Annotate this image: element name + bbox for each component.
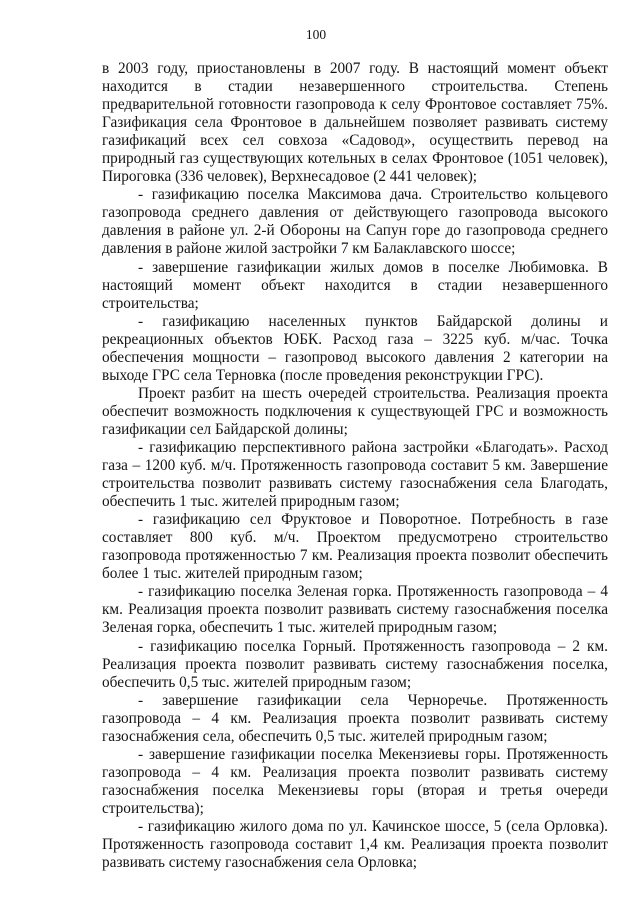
paragraph-chernorechye: - завершение газификации села Черноречье. Протяженность газопровода – 4 км. Реализация проекта позволит развивать систему газоснабжения села, обеспечить 0,5 тыс. жителей природным газом; [102,691,608,745]
paragraph-fruktovoe: - газификацию сел Фруктовое и Поворотное. Потребность в газе составляет 800 куб. м/ч. Проектом предусмотрено строительство газопровода протяженностью 7 км. Реализация проекта позволит обеспечить более 1 тыс. жителей природным газом; [102,511,608,583]
body-text [102,60,608,872]
page-number: 100 [305,27,327,42]
paragraph-six-stages: Проект разбит на шесть очередей строительства. Реализация проекта обеспечит возможность подключения к существующей ГРС и возможность газификации сел Байдарской долины; [102,384,608,438]
paragraph-lyubimovka: - завершение газификации жилых домов в поселке Любимовка. В настоящий момент объект находится в стадии незавершенного строительства; [102,258,608,312]
paragraph-continuation-frontovoe: в 2003 году, приостановлены в 2007 году. В настоящий момент объект находится в стадии незавершенного строительства. Степень предварительной готовности газопровода к селу Фронтовое составляет 75%. Газификация села Фронтовое в дальнейшем позволяет развивать систему газификаций всех сел совхоза «Садовод», осуществить перевод на природный газ существующих котельных в селах Фронтовое (1051 человек), Пироговка (336 человек), Верхнесадовое (2 441 человек); [102,60,608,186]
paragraph-baidarskaya-dolina: - газификацию населенных пунктов Байдарской долины и рекреационных объектов ЮБК. Расход газа – 3225 куб. м/час. Точка обеспечения мощности – газопровод высокого давления 2 категории на выходе ГРС села Терновка (после проведения реконструкции ГРС). [102,312,608,384]
paragraph-mekenzievy-gory: - завершение газификации поселка Мекензиевы горы. Протяженность газопровода – 4 км. Реализация проекта позволит развивать систему газоснабжения поселка Мекензиевы горы (вторая и третья очереди строительства); [102,745,608,817]
paragraph-blagodat: - газификацию перспективного района застройки «Благодать». Расход газа – 1200 куб. м/ч. Протяженность газопровода составит 5 км. Завершение строительства позволит развивать систему газоснабжения села Благодать, обеспечить 1 тыс. жителей природным газом; [102,438,608,511]
paragraph-zelenaya-gorka: - газификацию поселка Зеленая горка. Протяженность газопровода – 4 км. Реализация проекта позволит развивать систему газоснабжения поселка Зеленая горка, обеспечить 1 тыс. жителей природным газом; [102,583,608,637]
paragraph-gornyi: - газификацию поселка Горный. Протяженность газопровода – 2 км. Реализация проекта позволит развивать систему газоснабжения поселка, обеспечить 0,5 тыс. жителей природным газом; [102,637,608,691]
paragraph-maksimova-dacha: - газификацию поселка Максимова дача. Строительство кольцевого газопровода среднего давления от действующего газопровода высокого давления в районе ул. 2-й Обороны на Сапун горе до газопровода среднего давления в районе жилой застройки 7 км Балаклавского шоссе; [102,186,608,258]
paragraph-orlovka: - газификацию жилого дома по ул. Качинское шоссе, 5 (села Орловка). Протяженность газопровода составит 1,4 км. Реализация проекта позволит развивать систему газоснабжения села Орловка; [102,817,608,872]
